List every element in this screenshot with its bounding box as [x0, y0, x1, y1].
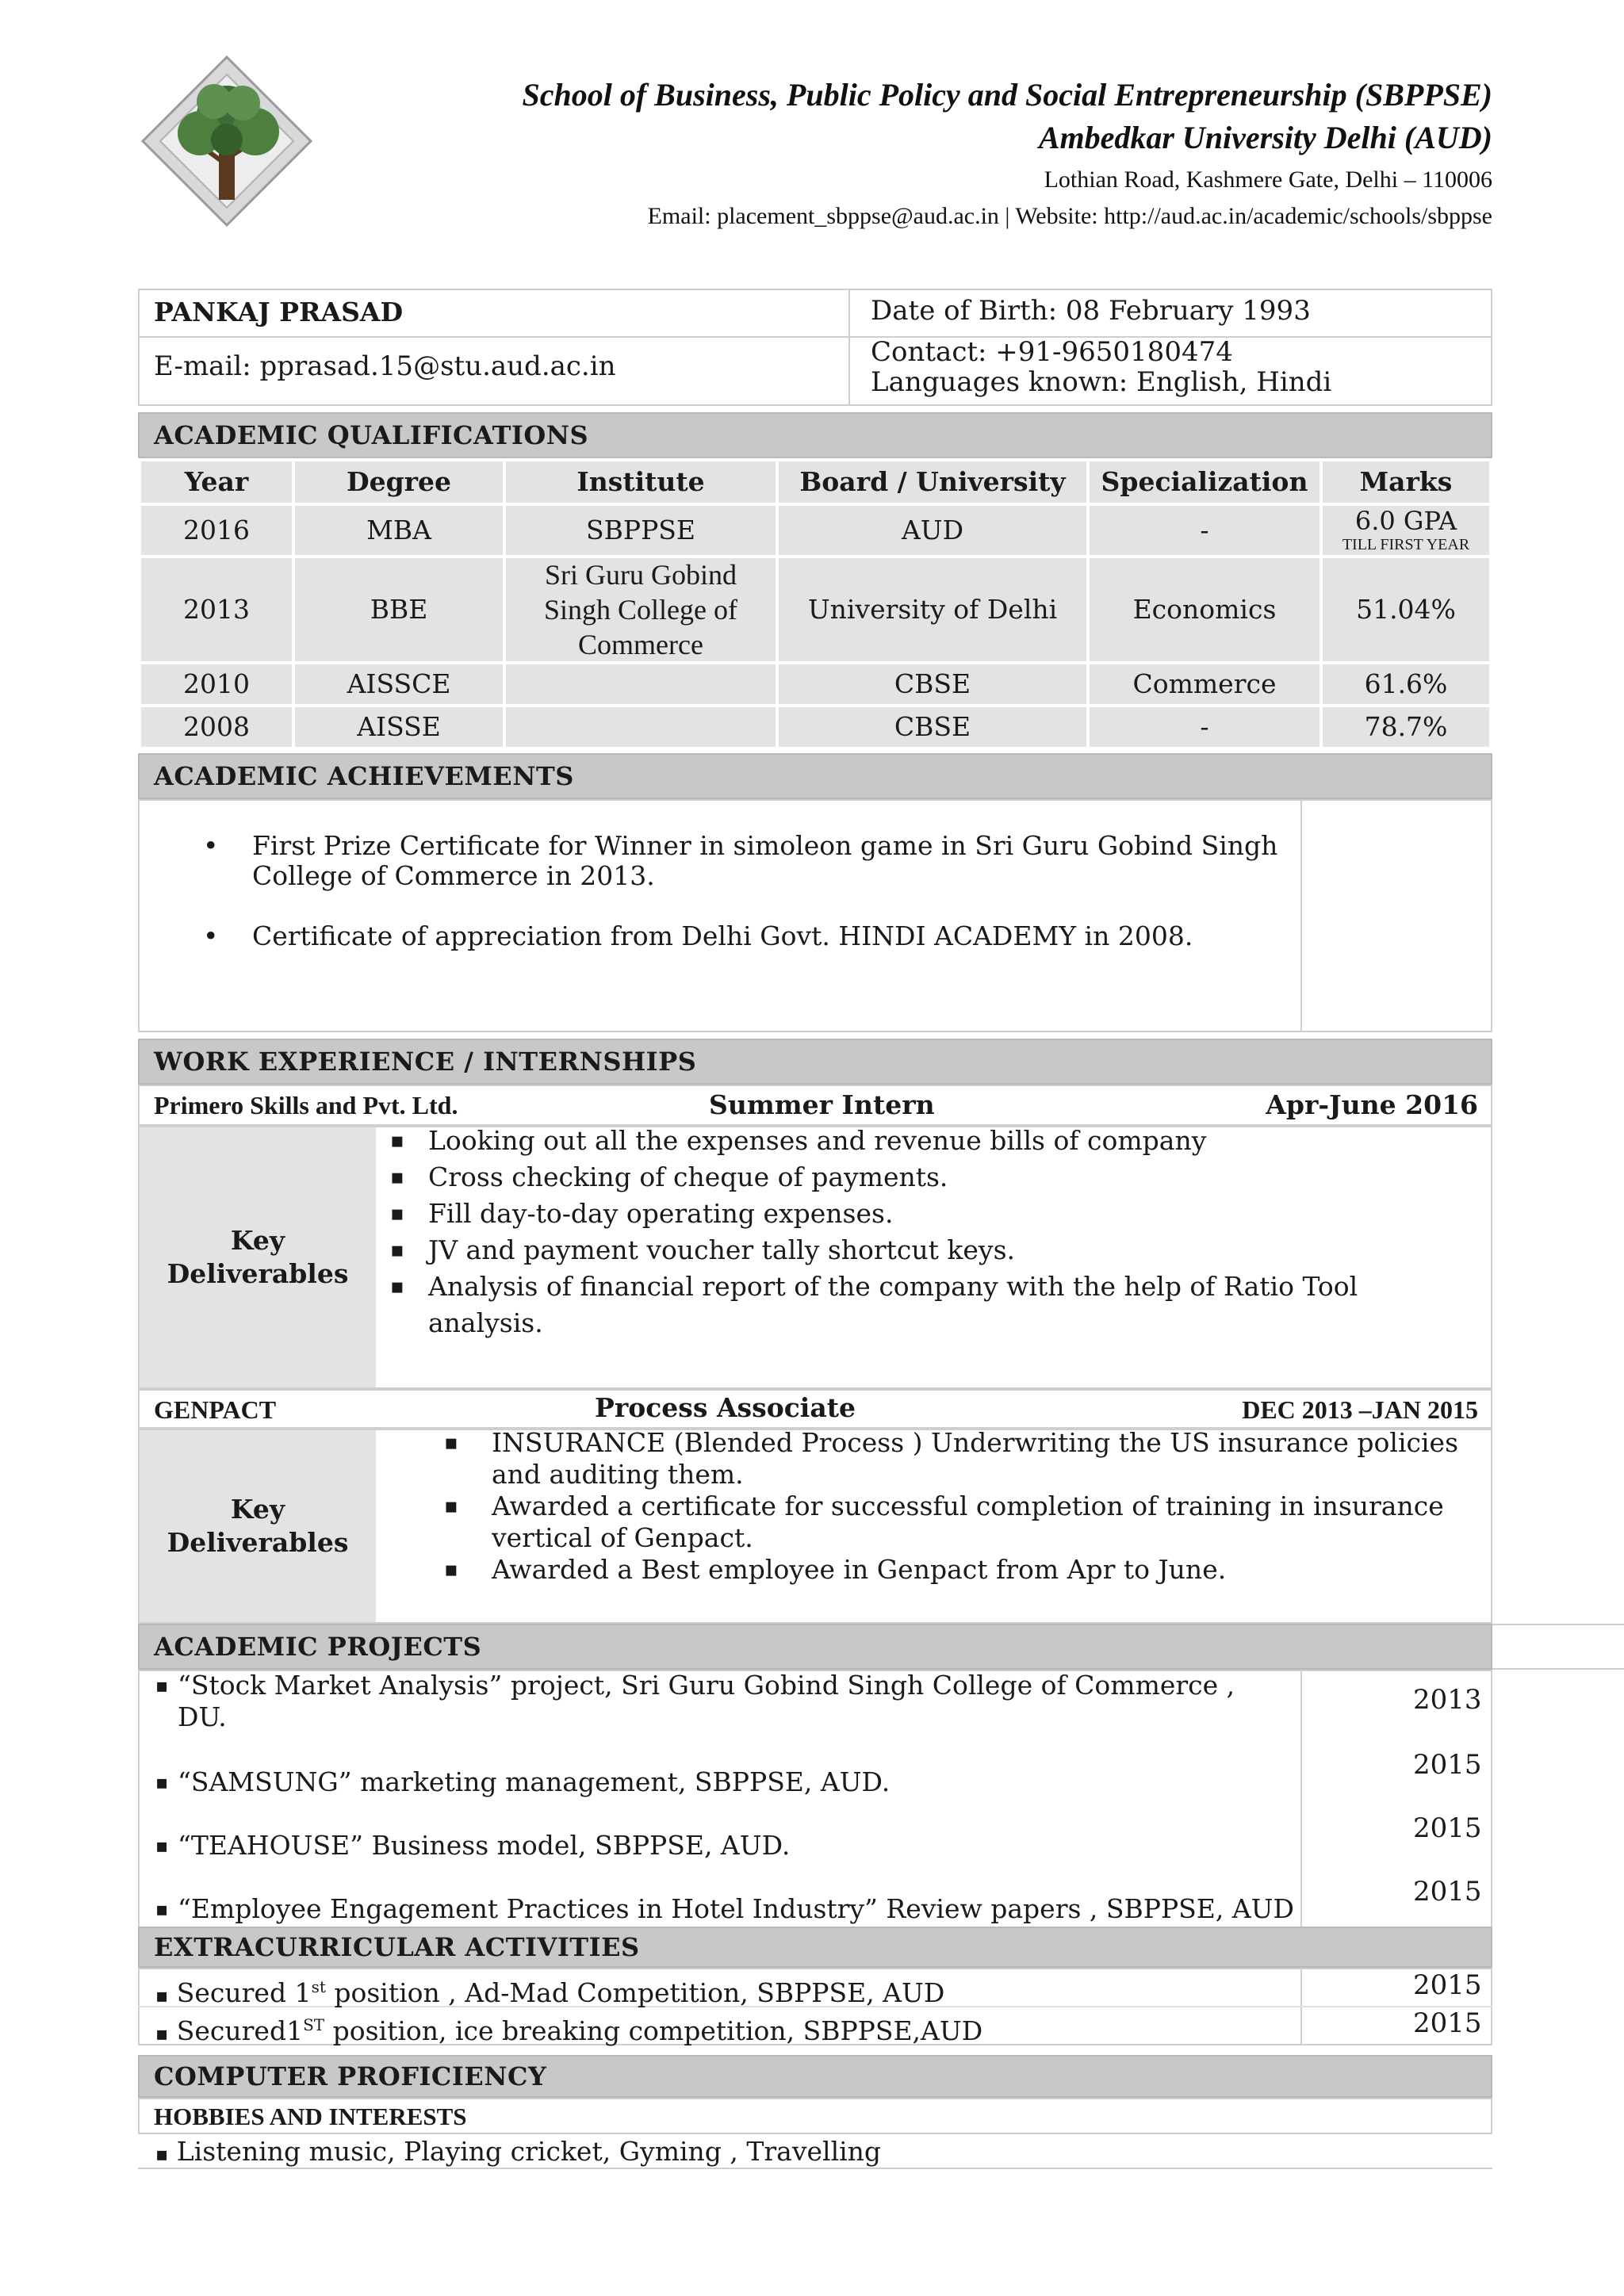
candidate-email: E-mail: pprasad.15@stu.aud.ac.in: [154, 350, 616, 382]
table-cell: 51.04%: [1323, 558, 1489, 661]
school-address: Lothian Road, Kashmere Gate, Delhi – 110006: [1044, 166, 1492, 193]
deliverable-item: ▪ INSURANCE (Blended Process ) Underwriting the US insurance policies and auditing them.: [444, 1427, 1459, 1490]
table-cell: [506, 664, 776, 704]
projects-side-divider: [1300, 1670, 1302, 1930]
table-cell: -: [1090, 506, 1320, 555]
hobbies-heading: HOBBIES AND INTERESTS: [154, 2103, 467, 2130]
col-board: Board / University: [779, 461, 1086, 503]
date-of-birth: Date of Birth: 08 February 1993: [871, 295, 1311, 327]
activity-year: 2015: [1413, 2007, 1482, 2039]
marks-note: TILL FIRST YEAR: [1342, 536, 1470, 553]
col-specialization: Specialization: [1090, 461, 1320, 503]
project-year: 2013: [1413, 1684, 1482, 1716]
col-year: Year: [141, 461, 292, 503]
table-cell: 2013: [141, 558, 292, 661]
academic-achievements-heading: ACADEMIC ACHIEVEMENTS: [138, 753, 1492, 799]
table-cell: AISSE: [295, 707, 503, 747]
deliverable-item: ▪ Awarded a Best employee in Genpact from Apr to June.: [444, 1554, 1227, 1585]
table-cell: BBE: [295, 558, 503, 661]
aud-tree-logo: [140, 54, 314, 228]
activity-item: ▪ Secured1ST position, ice breaking competition, SBPPSE,AUD: [155, 2015, 983, 2046]
project-item: ▪ “Stock Market Analysis” project, Sri Guru Gobind Singh College of Commerce , DU.: [155, 1670, 1235, 1732]
project-item: ▪ “TEAHOUSE” Business model, SBPPSE, AUD.: [155, 1830, 791, 1861]
candidate-name: PANKAJ PRASAD: [154, 297, 404, 327]
table-cell: 78.7%: [1323, 707, 1489, 747]
deliverables-list: [390, 1123, 1389, 1341]
table-cell: AISSCE: [295, 664, 503, 704]
deliverables-list: [444, 1427, 1475, 1586]
profile-divider-h: [138, 336, 1492, 338]
table-cell: CBSE: [779, 664, 1086, 704]
marks-value: 6.0 GPA: [1354, 506, 1457, 536]
work-experience-heading: WORK EXPERIENCE / INTERNSHIPS: [138, 1039, 1492, 1085]
table-cell-marks: [1323, 506, 1489, 555]
project-year: 2015: [1413, 1812, 1482, 1844]
achievement-item: • Certificate of appreciation from Delhi Govt. HINDI ACADEMY in 2008.: [203, 920, 1193, 951]
company-name: GENPACT: [154, 1395, 277, 1424]
project-item: ▪ “SAMSUNG” marketing management, SBPPSE, AUD.: [155, 1766, 891, 1797]
project-year: 2015: [1413, 1749, 1482, 1781]
job-period: DEC 2013 –JAN 2015: [1242, 1395, 1478, 1424]
activity-item: ▪ Secured 1st position , Ad-Mad Competition, SBPPSE, AUD: [155, 1977, 945, 2008]
university-name: Ambedkar University Delhi (AUD): [1038, 120, 1492, 155]
table-cell: 61.6%: [1323, 664, 1489, 704]
candidate-contact: Contact: +91-9650180474: [871, 336, 1233, 368]
school-contact-line: Email: placement_sbppse@aud.ac.in | Website: http://aud.ac.in/academic/schools/sbppse: [647, 203, 1492, 229]
school-title: School of Business, Public Policy and Social Entrepreneurship (SBPPSE): [522, 77, 1492, 113]
academic-qualifications-heading: ACADEMIC QUALIFICATIONS: [138, 412, 1492, 458]
table-cell: AUD: [779, 506, 1086, 555]
achievement-item: • First Prize Certificate for Winner in simoleon game in Sri Guru Gobind Singh College of Commerce in 2013.: [203, 830, 1278, 891]
table-cell: Commerce: [1090, 664, 1320, 704]
projects-extension-line: [1492, 1624, 1624, 1670]
table-cell: SBPPSE: [506, 506, 776, 555]
job-period: Apr-June 2016: [1266, 1089, 1478, 1120]
table-cell: MBA: [295, 506, 503, 555]
table-cell: 2008: [141, 707, 292, 747]
project-item: ▪ “Employee Engagement Practices in Hotel Industry” Review papers , SBPPSE, AUD: [155, 1893, 1294, 1924]
key-deliverables-label: Key Deliverables: [140, 1127, 376, 1387]
candidate-languages: Languages known: English, Hindi: [871, 366, 1332, 398]
activity-year: 2015: [1413, 1969, 1482, 2001]
project-year: 2015: [1413, 1876, 1482, 1908]
company-name: Primero Skills and Pvt. Ltd.: [154, 1091, 458, 1119]
col-marks: Marks: [1323, 461, 1489, 503]
table-cell: 2010: [141, 664, 292, 704]
deliverable-item: ▪ Cross checking of cheque of payments.: [390, 1161, 948, 1192]
job-role: Summer Intern: [709, 1089, 935, 1120]
academic-projects-heading: ACADEMIC PROJECTS: [138, 1624, 1492, 1670]
col-degree: Degree: [295, 461, 503, 503]
table-cell: 2016: [141, 506, 292, 555]
computer-proficiency-heading: COMPUTER PROFICIENCY: [138, 2055, 1492, 2098]
deliverable-item: ▪ Looking out all the expenses and revenue bills of company: [390, 1125, 1207, 1156]
table-cell: Economics: [1090, 558, 1320, 661]
deliverable-item: ▪ JV and payment voucher tally shortcut keys.: [390, 1234, 1016, 1265]
table-cell: Sri Guru Gobind Singh College of Commerce: [506, 558, 776, 661]
table-cell: [506, 707, 776, 747]
table-cell: University of Delhi: [779, 558, 1086, 661]
table-cell: CBSE: [779, 707, 1086, 747]
hobbies-bottom-line: [138, 2168, 1492, 2169]
hobbies-item: ▪ Listening music, Playing cricket, Gyming , Travelling: [155, 2136, 882, 2167]
table-cell: -: [1090, 707, 1320, 747]
extracurricular-heading: EXTRACURRICULAR ACTIVITIES: [138, 1927, 1492, 1968]
key-deliverables-label: Key Deliverables: [140, 1430, 376, 1622]
deliverable-item: ▪ Fill day-to-day operating expenses.: [390, 1198, 894, 1229]
job-role: Process Associate: [595, 1392, 856, 1423]
achievements-side-divider: [1300, 799, 1302, 1032]
col-institute: Institute: [506, 461, 776, 503]
deliverable-item: ▪ Awarded a certificate for successful completion of training in insurance vertical of Genpact.: [444, 1490, 1444, 1553]
deliverable-item: ▪ Analysis of financial report of the company with the help of Ratio Tool analysis.: [390, 1271, 1358, 1338]
